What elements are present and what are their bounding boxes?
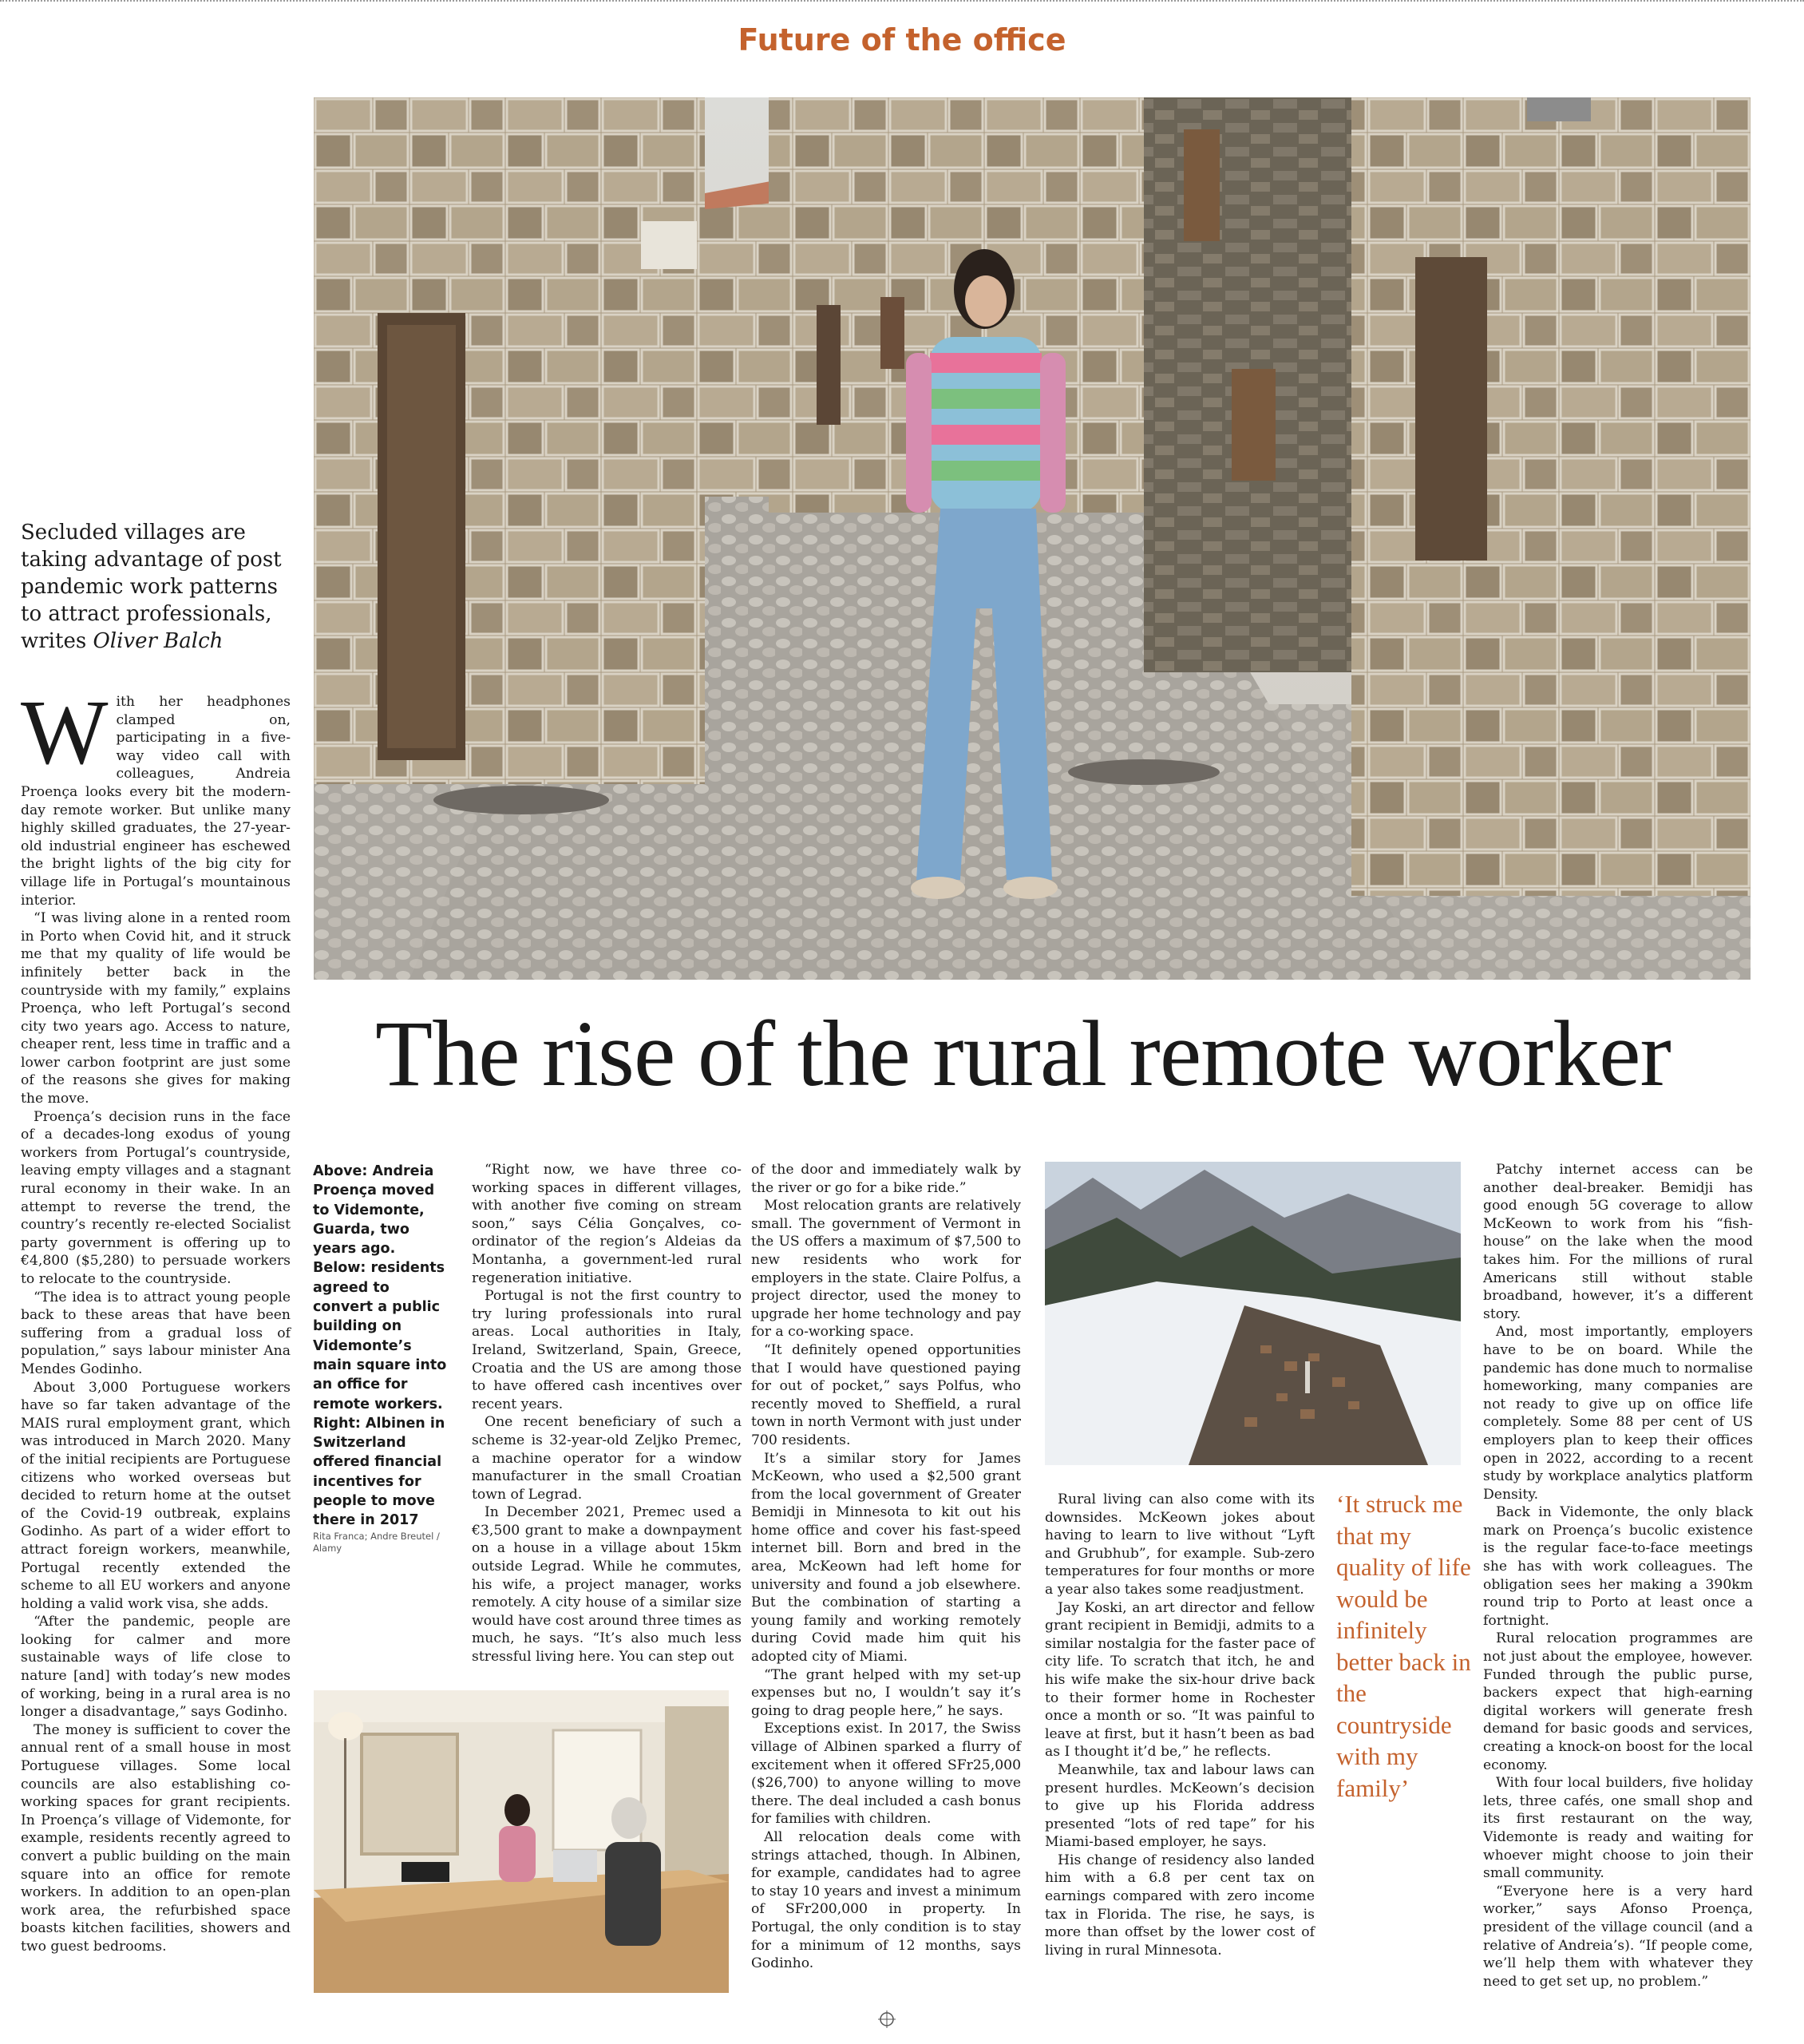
pull-quote: ‘It struck me that my quality of life would be infinitely better back in the countryside with my family’ [1336, 1490, 1471, 1802]
paragraph: His change of residency also landed him with a 6.8 per cent tax on earnings compared with zero income tax in Florida. The rise, he says, is more than offset by the lower cost of living in rural Minnesota. [1045, 1852, 1315, 1959]
paragraph: Back in Videmonte, the only black mark on Proença’s bucolic existence is the regular face-to-face meetings she has with work colleagues. The obligation sees her making a 390km round trip to Porto at least once a fortnight. [1483, 1504, 1753, 1629]
paragraph: “The idea is to attract young people back to these areas that have been suffering from a gradual loss of population,” says labour minister Ana Mendes Godinho. [21, 1289, 291, 1377]
paragraph: Rural relocation programmes are not just about the employee, however. Funded through the public purse, backers expect that high-earning digital workers will generate fresh demand for basic goods and services, creating a knock-on boost for the local economy. [1483, 1630, 1753, 1773]
paragraph: “Everyone here is a very hard worker,” says Afonso Proença, president of the village council (and a relative of Andreia’s). “If people come, we’ll help them with whatever they need to get set up, no problem.” [1483, 1883, 1753, 1990]
paragraph: All relocation deals come with strings attached, though. In Albinen, for example, candidates had to agree to stay 10 years and invest a minimum of SFr200,000 in property. In Portugal, the only condition is to stay for a minimum of 12 months, says Godinho. [751, 1828, 1021, 1972]
top-dotted-rule [0, 0, 1804, 2]
paragraph: Exceptions exist. In 2017, the Swiss village of Albinen sparked a flurry of excitement when it offered SFr25,000 ($26,700) to anyone willing to move there. The deal included a cash bonus for families with children. [751, 1721, 1021, 1828]
article-column-2 [472, 1161, 742, 1666]
standfirst-author: Oliver Balch [93, 629, 224, 653]
article-column-3 [751, 1161, 1021, 1973]
article-column-5 [1483, 1161, 1753, 1991]
drop-cap: W [21, 682, 109, 784]
article-column-1 [21, 682, 291, 1956]
paragraph: And, most importantly, employers have to be on board. While the pandemic has done much to normalise homeworking, many companies are not ready to give up on office life completely. Some 88 per cent of US employers plan to keep their offices open in 2022, according to a recent study by workplace analytics platform Density. [1483, 1324, 1753, 1503]
office-photo [314, 1690, 729, 1993]
main-photo [314, 97, 1751, 980]
paragraph: “It definitely opened opportunities that I would have questioned paying for out of pocket,” says Polfus, who recently moved to Sheffield, a rural town in north Vermont with just under 700 residents. [751, 1341, 1021, 1448]
photo-caption: Above: Andreia Proença moved to Videmonte, Guarda, two years ago. Below: residents agreed to convert a public building on Videmonte’s main square into an office for remote workers. Right: Albinen in Switzerland offered financial incentives for people to move there in 2017 [313, 1163, 447, 1529]
paragraph: ith her headphones clamped on, participating in a five-way video call with colleagues, Andreia Proença looks every bit the modern-day remote worker. But unlike many highly skilled graduates, the 27-year-old industrial engineer has eschewed the bright lights of the big city for village life in Portugal’s mountainous interior. [21, 694, 291, 909]
paragraph: About 3,000 Portuguese workers have so far taken advantage of the MAIS rural employment grant, which was introduced in March 2020. Many of the initial recipients are Portuguese citizens who worked overseas but decided to return home at the outset of the Covid-19 outbreak, explains Godinho. As part of a wider effort to attract foreign workers, meanwhile, Portugal recently extended the scheme to all EU workers and anyone holding a valid work visa, she adds. [21, 1379, 291, 1612]
village-photo [1045, 1162, 1461, 1465]
paragraph: Rural living can also come with its downsides. McKeown jokes about having to learn to live without “Lyft and Grubhub”, for example. Sub-zero temperatures for four months or more a year also takes some readjustment. [1045, 1491, 1315, 1598]
standfirst [21, 519, 284, 655]
paragraph: With four local builders, five holiday lets, three cafés, one small shop and its first restaurant on the way, Videmonte is ready and waiting for whoever might choose to join their small community. [1483, 1775, 1753, 1882]
paragraph: One recent beneficiary of such a scheme is 32-year-old Zeljko Premec, a machine operator for a window manufacturer in the small Croatian town of Legrad. [472, 1414, 742, 1503]
crosshair-icon [878, 2010, 896, 2028]
section-label: Future of the office [738, 22, 1066, 57]
paragraph: Proença’s decision runs in the face of a decades-long exodus of young workers from Portugal’s countryside, leaving empty villages and a stagnant rural economy in their wake. In an attempt to reverse the trend, the country’s recently re-elected Socialist party government is offering up to €4,800 ($5,280) to persuade workers to relocate to the countryside. [21, 1108, 291, 1287]
paragraph: “I was living alone in a rented room in Porto when Covid hit, and it struck me that my quality of life would be infinitely better back in the countryside with my family,” explains Proença, who left Portugal’s second city two years ago. Access to nature, cheaper rent, less time in traffic and a lower carbon footprint are just some of the reasons she gives for making the move. [21, 910, 291, 1107]
paragraph: Meanwhile, tax and labour laws can present hurdles. McKeown’s decision to give up his Florida address presented “lots of red tape” for his Miami-based employer, he says. [1045, 1761, 1315, 1851]
paragraph: Patchy internet access can be another deal-breaker. Bemidji has good enough 5G coverage to allow McKeown to work from his “fish-house” on the lake when the mood takes him. For the millions of rural Americans still without stable broadband, however, it’s a different story. [1483, 1162, 1753, 1322]
paragraph: It’s a similar story for James McKeown, who used a $2,500 grant from the local government of Greater Bemidji in Minnesota to kit out his home office and cover his fast-speed internet bill. Born and bred in the area, McKeown had left home for university and found a job elsewhere. But the combination of starting a young family and working remotely during Covid made him quit his adopted city of Miami. [751, 1450, 1021, 1666]
paragraph: Portugal is not the first country to try luring professionals into rural areas. Local authorities in Italy, Ireland, Switzerland, Spain, Greece, Croatia and the US are among those to have offered cash incentives over recent years. [472, 1288, 742, 1412]
paragraph: of the door and immediately walk by the river or go for a bike ride.” [751, 1162, 1021, 1196]
headline: The rise of the rural remote worker [375, 1001, 1671, 1106]
article-column-4 [1045, 1491, 1315, 1959]
photo-credit: Rita Franca; Andre Breutel / Alamy [313, 1531, 440, 1554]
paragraph: Jay Koski, an art director and fellow grant recipient in Bemidji, admits to a similar nostalgia for the faster pace of city life. To scratch that itch, he and his wife make the six-hour drive back to their former home in Rochester once a month or so. “It was painful to leave at first, but it hasn’t been as bad as I thought it’d be,” he reflects. [1045, 1599, 1315, 1761]
paragraph: “The grant helped with my set-up expenses but no, I wouldn’t say it’s going to drag people here,” he says. [751, 1666, 1021, 1719]
standfirst-text: Secluded villages are taking advantage of post pandemic work patterns to attract professionals, writes [21, 521, 282, 653]
paragraph: In December 2021, Premec used a €3,500 grant to make a downpayment on a house in a village about 15km outside Legrad. While he commutes, his wife, a project manager, works remotely. A city house of a similar size would have cost around three times as much, he says. “It’s also much less stressful living here. You can step out [472, 1504, 742, 1666]
paragraph: “Right now, we have three co-working spaces in different villages, with another five coming on stream soon,” says Célia Gonçalves, co-ordinator of the region’s Aldeias da Montanha, a government-led rural regeneration initiative. [472, 1162, 742, 1286]
paragraph: “After the pandemic, people are looking for calmer and more sustainable ways of life close to nature [and] with today’s new modes of working, being in a rural area is no longer a disadvantage,” says Godinho. [21, 1614, 291, 1721]
opening-paragraph [21, 682, 291, 909]
paragraph: Most relocation grants are relatively small. The government of Vermont in the US offers a maximum of $7,500 to new residents who work for employers in the state. Claire Polfus, a project director, used the money to upgrade her home technology and pay for a co-working space. [751, 1198, 1021, 1341]
paragraph: The money is sufficient to cover the annual rent of a small house in most Portuguese villages. Some local councils are also establishing co-working spaces for grant recipients. In Proença’s village of Videmonte, for example, residents recently agreed to convert a public building on the main square into an office for remote workers. In addition to an open-plan work area, the refurbished space boasts kitchen facilities, showers and two guest bedrooms. [21, 1721, 291, 1955]
